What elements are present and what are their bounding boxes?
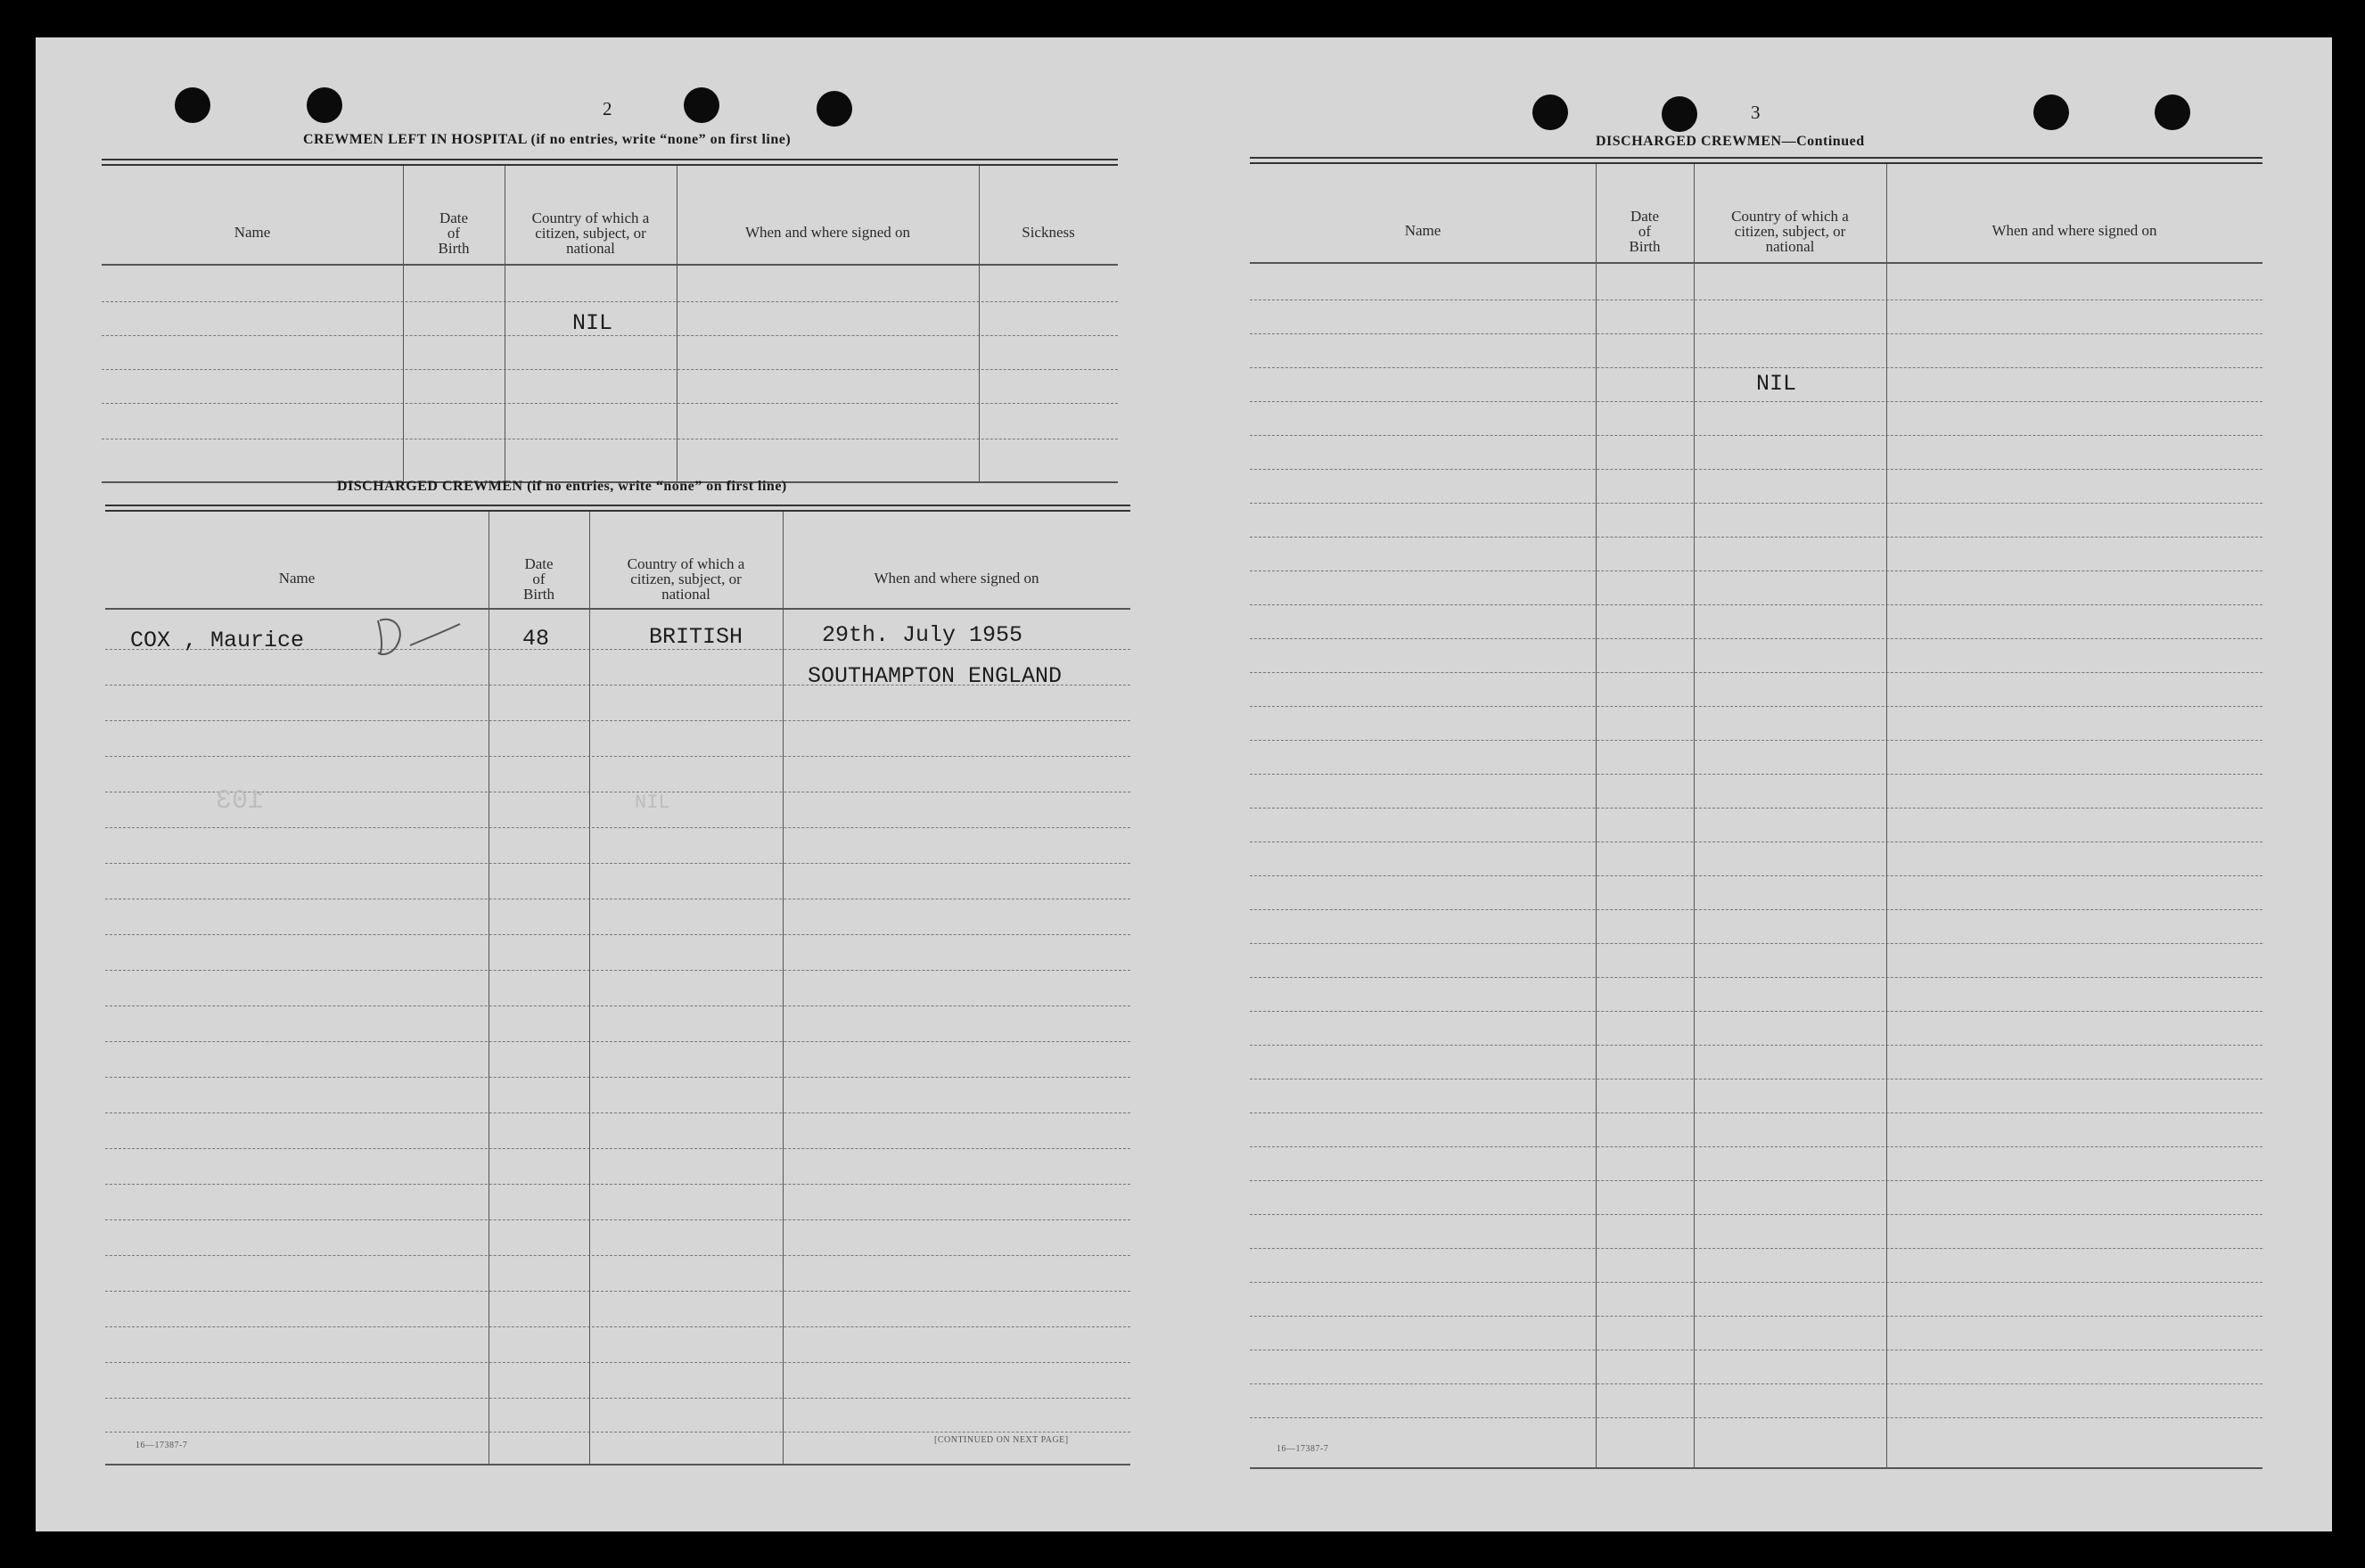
form-number-left: 16—17387-7 [135,1441,188,1450]
signed-date: 29th. July 1955 [822,622,1023,648]
continued-note: [CONTINUED ON NEXT PAGE] [934,1435,1069,1445]
hospital-title-note: (if no entries, write “none” on first line) [530,132,792,147]
punch-hole [2033,94,2069,130]
continued-nil-entry: NIL [1756,371,1797,397]
column-header-dob: Date of Birth [438,209,470,257]
discharged-continued-title [1596,134,1865,150]
column-header-name: Name [278,570,316,587]
signed-place: SOUTHAMPTON ENGLAND [808,663,1063,689]
crewman-name: COX , Maurice [130,628,305,653]
bleed-through-number: 103 [216,786,265,817]
discharged-table [105,505,1130,1467]
discharged-continued-text: DISCHARGED CREWMEN [1596,134,1782,149]
handwritten-mark [369,608,467,661]
column-header-country: Country of which a citizen, subject, or national [1731,208,1849,255]
hospital-nil-entry: NIL [572,310,613,336]
discharged-title-text: DISCHARGED CREWMEN [337,479,523,494]
punch-hole [2155,94,2190,130]
discharged-section-title [337,479,787,495]
page-number-right: 3 [1751,102,1761,123]
hospital-table [102,159,1118,485]
hospital-title-text: CREWMEN LEFT IN HOSPITAL [303,132,528,147]
crewman-dob: 48 [522,626,550,652]
document-sheet [36,37,2332,1531]
column-header-signed: When and where signed on [874,570,1039,587]
bleed-through-nil: NIL [635,792,670,814]
column-header-dob: Date of Birth [1629,208,1661,255]
punch-hole [1662,96,1697,132]
hospital-section-title [303,132,791,148]
form-number-right: 16—17387-7 [1277,1444,1329,1454]
column-header-name: Name [1404,222,1441,239]
column-header-sickness: Sickness [1022,224,1075,241]
column-header-country: Country of which a citizen, subject, or national [531,209,650,257]
column-header-signed: When and where signed on [1991,222,2157,239]
page-number-left: 2 [603,98,612,119]
punch-hole [307,87,342,123]
column-header-country: Country of which a citizen, subject, or national [627,555,745,603]
punch-hole [175,87,210,123]
column-header-signed: When and where signed on [744,224,911,241]
continued-suffix: —Continued [1781,134,1865,149]
punch-hole [817,91,852,127]
punch-hole [1532,94,1568,130]
column-header-dob: Date of Birth [523,555,554,603]
punch-hole [684,87,719,123]
discharged-title-note: (if no entries, write “none” on first line) [527,479,787,494]
column-header-name: Name [234,224,271,241]
crewman-country: BRITISH [649,624,743,650]
discharged-continued-table [1250,157,2262,1474]
